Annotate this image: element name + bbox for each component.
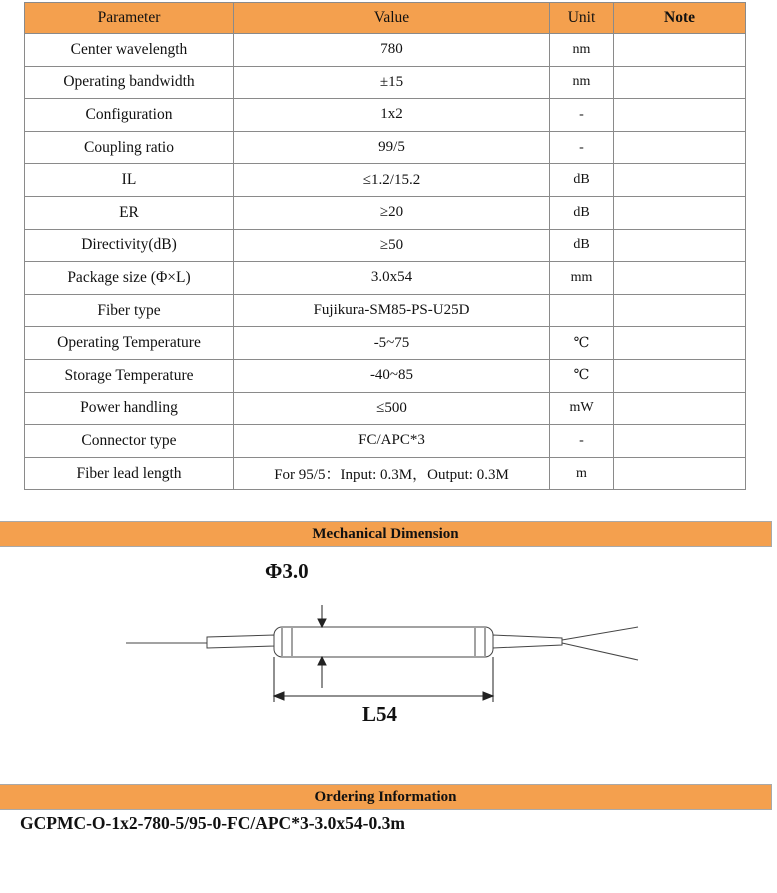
value-cell: Fujikura-SM85-PS-U25D: [234, 294, 550, 327]
value-cell: -5~75: [234, 327, 550, 360]
note-cell: [614, 196, 746, 229]
value-cell: 99/5: [234, 131, 550, 164]
right-boot: [493, 635, 562, 648]
note-cell: [614, 164, 746, 197]
unit-cell: dB: [550, 164, 614, 197]
param-cell: Center wavelength: [25, 34, 234, 67]
note-cell: [614, 327, 746, 360]
unit-cell: -: [550, 99, 614, 132]
diameter-label: Φ3.0: [265, 559, 309, 583]
length-dimension: [274, 657, 493, 702]
unit-cell: ℃: [550, 327, 614, 360]
value-cell: ≥20: [234, 196, 550, 229]
table-body: [25, 34, 746, 490]
value-cell: FC/APC*3: [234, 425, 550, 458]
table-row: [25, 131, 746, 164]
note-cell: [614, 262, 746, 295]
output-fiber-2: [562, 643, 638, 660]
table-row: [25, 457, 746, 490]
note-cell: [614, 99, 746, 132]
value-cell: ≥50: [234, 229, 550, 262]
note-cell: [614, 229, 746, 262]
param-cell: Operating Temperature: [25, 327, 234, 360]
table-row: [25, 164, 746, 197]
coupler-drawing: [0, 550, 777, 782]
length-label: L54: [362, 702, 398, 726]
value-cell: 1x2: [234, 99, 550, 132]
table-row: [25, 359, 746, 392]
table-row: [25, 34, 746, 67]
unit-cell: mW: [550, 392, 614, 425]
unit-cell: nm: [550, 34, 614, 67]
left-boot: [207, 635, 274, 648]
unit-cell: m: [550, 457, 614, 490]
unit-cell: -: [550, 131, 614, 164]
value-cell: ±15: [234, 66, 550, 99]
param-cell: ER: [25, 196, 234, 229]
note-cell: [614, 457, 746, 490]
param-cell: Connector type: [25, 425, 234, 458]
unit-cell: nm: [550, 66, 614, 99]
table-row: [25, 294, 746, 327]
param-cell: Coupling ratio: [25, 131, 234, 164]
note-cell: [614, 425, 746, 458]
table-header-row: [25, 3, 746, 34]
note-cell: [614, 66, 746, 99]
ordering-information-header: Ordering Information: [0, 784, 772, 810]
header-parameter: Parameter: [25, 3, 234, 34]
unit-cell: mm: [550, 262, 614, 295]
param-cell: IL: [25, 164, 234, 197]
header-unit: Unit: [550, 3, 614, 34]
value-cell: ≤500: [234, 392, 550, 425]
diameter-dimension: [318, 605, 326, 688]
value-cell: ≤1.2/15.2: [234, 164, 550, 197]
spec-table: [24, 2, 746, 490]
param-cell: Power handling: [25, 392, 234, 425]
table-row: [25, 262, 746, 295]
table-row: [25, 99, 746, 132]
param-cell: Storage Temperature: [25, 359, 234, 392]
unit-cell: ℃: [550, 359, 614, 392]
note-cell: [614, 392, 746, 425]
table-row: [25, 327, 746, 360]
param-cell: Configuration: [25, 99, 234, 132]
ordering-code: GCPMC-O-1x2-780-5/95-0-FC/APC*3-3.0x54-0.3m: [20, 813, 405, 833]
header-value: Value: [234, 3, 550, 34]
param-cell: Package size (Φ×L): [25, 262, 234, 295]
param-cell: Operating bandwidth: [25, 66, 234, 99]
value-cell: For 95/5：Input: 0.3M，Output: 0.3M: [234, 457, 550, 490]
coupler-tube: [274, 627, 493, 657]
table-row: [25, 66, 746, 99]
table-row: [25, 392, 746, 425]
value-cell: 780: [234, 34, 550, 67]
output-fiber-1: [562, 627, 638, 640]
note-cell: [614, 294, 746, 327]
table-row: [25, 196, 746, 229]
note-cell: [614, 131, 746, 164]
table-row: [25, 425, 746, 458]
mechanical-dimension-header: Mechanical Dimension: [0, 521, 772, 547]
unit-cell: dB: [550, 196, 614, 229]
unit-cell: [550, 294, 614, 327]
param-cell: Fiber lead length: [25, 457, 234, 490]
unit-cell: -: [550, 425, 614, 458]
value-cell: -40~85: [234, 359, 550, 392]
header-note: Note: [614, 3, 746, 34]
value-cell: 3.0x54: [234, 262, 550, 295]
note-cell: [614, 34, 746, 67]
unit-cell: dB: [550, 229, 614, 262]
param-cell: Directivity(dB): [25, 229, 234, 262]
table-row: [25, 229, 746, 262]
note-cell: [614, 359, 746, 392]
param-cell: Fiber type: [25, 294, 234, 327]
